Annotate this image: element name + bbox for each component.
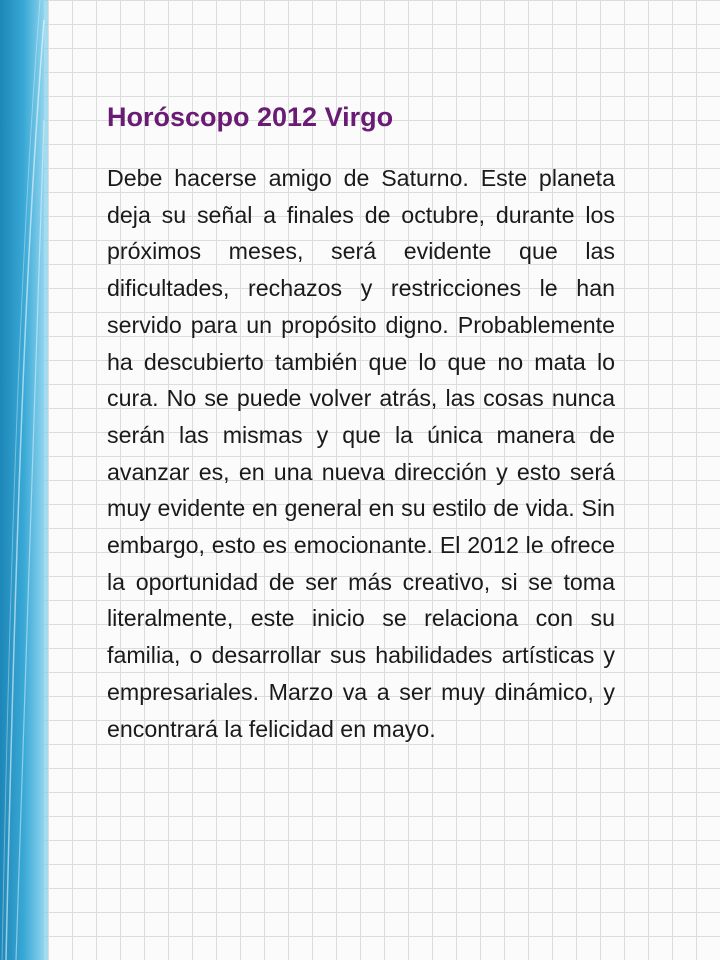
side-decoration-band <box>0 0 48 960</box>
slide-body-text: Debe hacerse amigo de Saturno. Este planeta deja su señal a finales de octubre, durante los próximos meses, será evidente que las dificultades, rechazos y restricciones le han servido para un propósito digno. Probablemente ha descubierto también que lo que no mata lo cura. No se puede volver atrás, las cosas nunca serán las mismas y que la única manera de avanzar es, en una nueva dirección y esto será muy evidente en general en su estilo de vida. Sin embargo, esto es emocionante. El 2012 le ofrece la oportunidad de ser más creativo, si se toma literalmente, este inicio se relaciona con su familia, o desarrollar sus habilidades artísticas y empresariales. Marzo va a ser muy dinámico, y encontrará la felicidad en mayo. <box>107 165 615 742</box>
text-content <box>107 100 615 747</box>
side-band-edge <box>44 0 48 960</box>
slide-title: Horóscopo 2012 Virgo <box>107 102 394 132</box>
side-band-fill <box>0 0 44 960</box>
